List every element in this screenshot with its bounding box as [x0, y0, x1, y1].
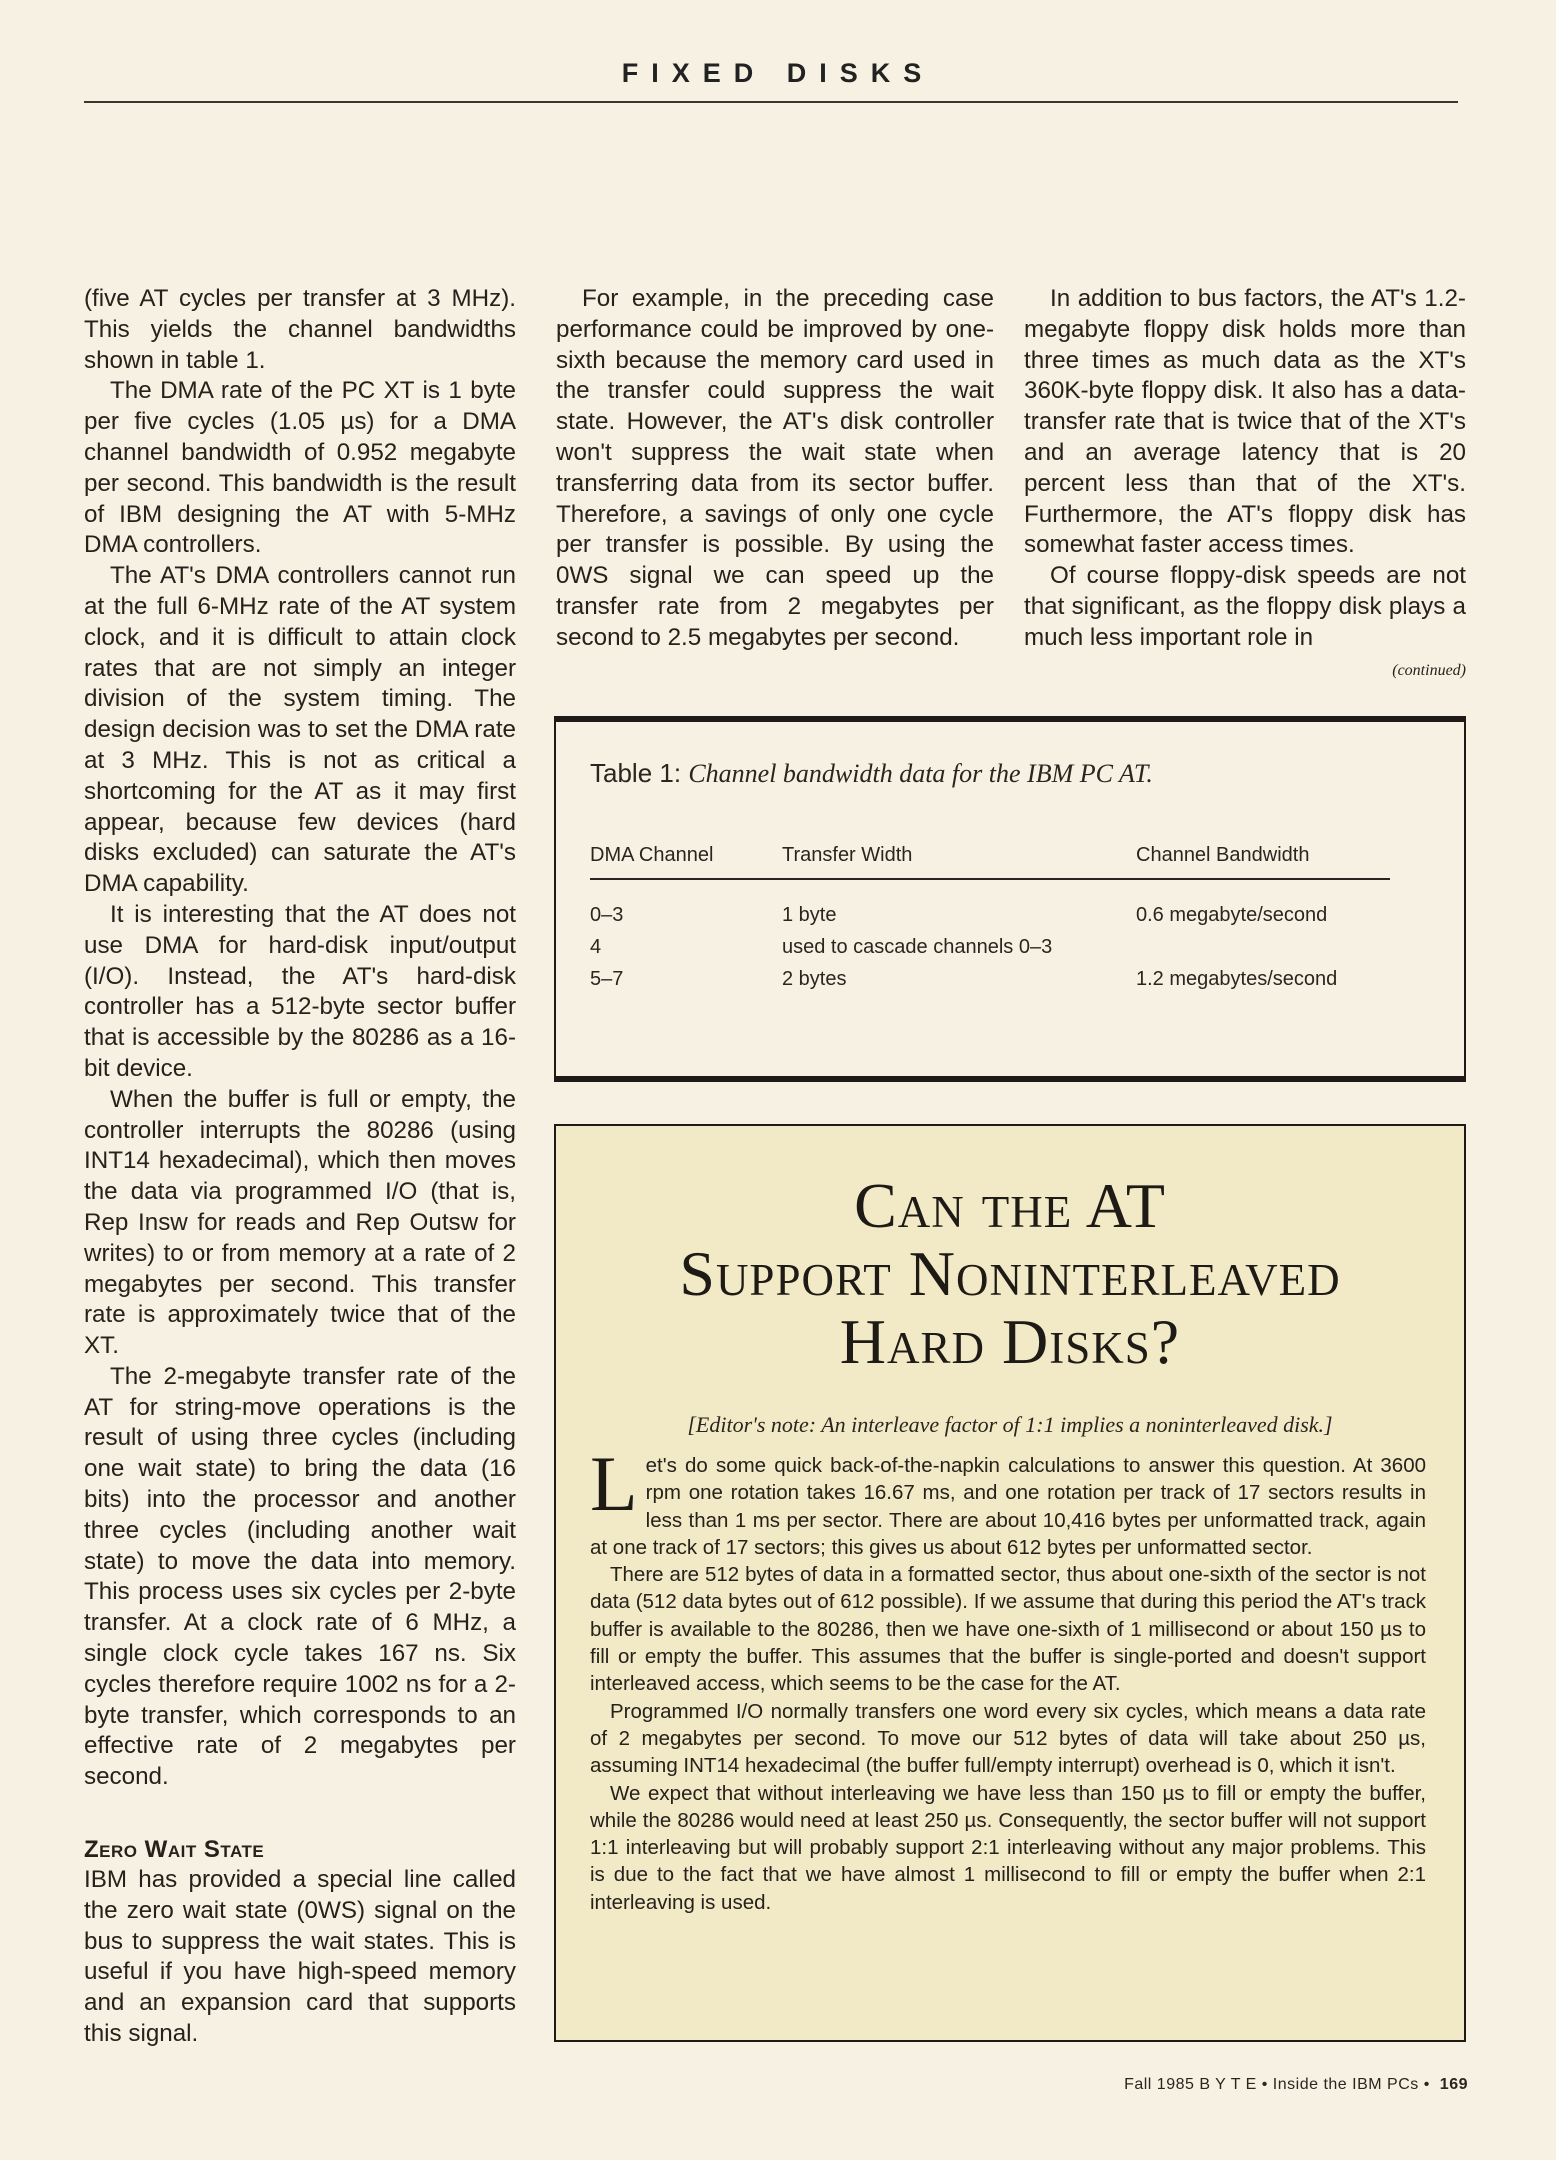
- col1-paragraph-2: The DMA rate of the PC XT is 1 byte per five cycles (1.05 µs) for a DMA channel bandwidth of 0.952 megabyte per second. This bandwidth is the result of IBM designing the AT with 5-MHz DMA controllers.: [84, 377, 516, 559]
- col1-paragraph-1: (five AT cycles per transfer at 3 MHz). This yields the channel bandwidths shown in table 1.: [84, 285, 516, 374]
- table-cell: 2 bytes: [782, 968, 847, 990]
- footer-issue: Fall 1985 B Y T E • Inside the IBM PCs •: [1124, 2076, 1430, 2093]
- page-footer: [1124, 2076, 1468, 2094]
- table-row: [590, 904, 1390, 934]
- sidebar-body: [590, 1440, 1426, 1916]
- table-cell: used to cascade channels 0–3: [782, 936, 1053, 958]
- sidebar-title-line: Support Noninterleaved: [679, 1238, 1341, 1309]
- table-header-cell: Channel Bandwidth: [1136, 844, 1310, 866]
- col1-paragraph-5: When the buffer is full or empty, the controller interrupts the 80286 (using INT14 hexadecimal), which then moves the data via programmed I/O (that is, Rep Insw for reads and Rep Outsw for writes) to or from memory at a rate of 2 megabytes per second. This transfer rate is approximately twice that of the XT.: [84, 1085, 516, 1360]
- table-header-cell: DMA Channel: [590, 844, 714, 866]
- table-cell: 4: [590, 936, 602, 958]
- table-caption: [590, 758, 1153, 789]
- table-title: Channel bandwidth data for the IBM PC AT.: [688, 759, 1153, 788]
- sidebar-title: [556, 1172, 1464, 1376]
- col1-paragraph-4: It is interesting that the AT does not use DMA for hard-disk input/output (I/O). Instead, the AT's hard-disk controller has a 512-byte sector buffer that is accessible by the 80286 as a 16-bit device.: [84, 900, 516, 1082]
- table-cell: 1 byte: [782, 904, 837, 926]
- article-column-2: [556, 284, 994, 654]
- zero-wait-state-heading: Zero Wait State: [84, 1836, 265, 1864]
- table-cell: 1.2 megabytes/second: [1136, 968, 1338, 990]
- sidebar-title-line: Hard Disks?: [839, 1306, 1181, 1377]
- header-rule: [84, 101, 1458, 103]
- sidebar-paragraph-3: Programmed I/O normally transfers one word every six cycles, which means a data rate of 2 megabytes per second. To move our 512 bytes of data will take about 250 µs, assuming INT14 hexadecimal (the buffer full/empty interrupt) overhead is 0, which it isn't.: [590, 1699, 1426, 1778]
- page-number: 169: [1439, 2076, 1468, 2093]
- continued-note: (continued): [1392, 661, 1466, 679]
- sidebar-paragraph-1-text: et's do some quick back-of-the-napkin calculations to answer this question. At 3600 rpm one rotation takes 16.67 ms, and one rotation per track of 17 sectors results in less than 1 ms per sector. There are about 10,416 bytes per unformatted track, again at one track of 17 sectors; this gives us about 612 bytes per unformatted sector.: [590, 1454, 1426, 1559]
- table-cell: 5–7: [590, 968, 624, 990]
- section-header: FIXED DISKS: [621, 58, 935, 88]
- sidebar-paragraph-4: We expect that without interleaving we have less than 150 µs to fill or empty the buffer, while the 80286 would need at least 250 µs. Consequently, the sector buffer will not support 1:1 interleaving but will probably support 2:1 interleaving without any major problems. This is due to the fact that we have almost 1 millisecond to fill or empty the buffer when 2:1 interleaving is used.: [590, 1781, 1426, 1914]
- table-header-rule: [590, 878, 1390, 880]
- table-cell: 0.6 megabyte/second: [1136, 904, 1328, 926]
- table-label: Table 1:: [590, 758, 682, 788]
- table-row: [590, 968, 1390, 998]
- col1-paragraph-3: The AT's DMA controllers cannot run at the full 6-MHz rate of the AT system clock, and it is difficult to attain clock rates that are not simply an integer division of the system timing. The design decision was to set the DMA rate at 3 MHz. This is not as critical a shortcoming for the AT as it may first appear, because few devices (hard disks excluded) can saturate the AT's DMA capability.: [84, 562, 516, 898]
- drop-cap: L: [590, 1440, 638, 1527]
- article-column-3: [1024, 284, 1466, 686]
- col1-paragraph-6: The 2-megabyte transfer rate of the AT for string-move operations is the result of using three cycles (including one wait state) to bring the data (16 bits) into the processor and another three cycles (including another wait state) to move the data into memory. This process uses six cycles per 2-byte transfer. At a clock rate of 6 MHz, a single clock cycle takes 167 ns. Six cycles therefore require 1002 ns for a 2-byte transfer, which corresponds to an effective rate of 2 megabytes per second.: [84, 1362, 516, 1791]
- table-cell: 0–3: [590, 904, 624, 926]
- table-row: [590, 936, 1390, 966]
- article-column-1: [84, 284, 516, 2050]
- col3-paragraph-2: Of course floppy-disk speeds are not that significant, as the floppy disk plays a much less important role in: [1024, 562, 1466, 651]
- sidebar-paragraph-1: [590, 1440, 1426, 1561]
- sidebar-title-line: Can the AT: [854, 1170, 1166, 1241]
- table-header-cell: Transfer Width: [782, 844, 913, 866]
- col2-paragraph-1: For example, in the preceding case performance could be improved by one-sixth because the memory card used in the transfer could suppress the wait state. However, the AT's disk controller won't suppress the wait state when transferring data from its sector buffer. Therefore, a savings of only one cycle per transfer is possible. By using the 0WS signal we can speed up the transfer rate from 2 megabytes per second to 2.5 megabytes per second.: [556, 285, 994, 651]
- table-1-box: [554, 716, 1466, 1082]
- sidebar-paragraph-2: There are 512 bytes of data in a formatted sector, thus about one-sixth of the sector is not data (512 data bytes out of 612 possible). If we assume that during this period the AT's track buffer is available to the 80286, then we have one-sixth of 1 millisecond or about 150 µs to fill or empty the buffer. This assumes that the buffer is single-ported and doesn't support interleaved access, which seems to be the case for the AT.: [590, 1563, 1426, 1696]
- sidebar-box: [554, 1124, 1466, 2042]
- col3-paragraph-1: In addition to bus factors, the AT's 1.2-megabyte floppy disk holds more than three times as much data as the XT's 360K-byte floppy disk. It also has a data-transfer rate that is twice that of the XT's and an average latency that is 20 percent less than that of the XT's. Furthermore, the AT's floppy disk has somewhat faster access times.: [1024, 285, 1466, 559]
- editors-note: [Editor's note: An interleave factor of 1:1 implies a noninterleaved disk.]: [687, 1412, 1333, 1437]
- col1-paragraph-7: IBM has provided a special line called the zero wait state (0WS) signal on the bus to suppress the wait states. This is useful if you have high-speed memory and an expansion card that supports this signal.: [84, 1866, 516, 2048]
- table-header-row: [590, 844, 1390, 874]
